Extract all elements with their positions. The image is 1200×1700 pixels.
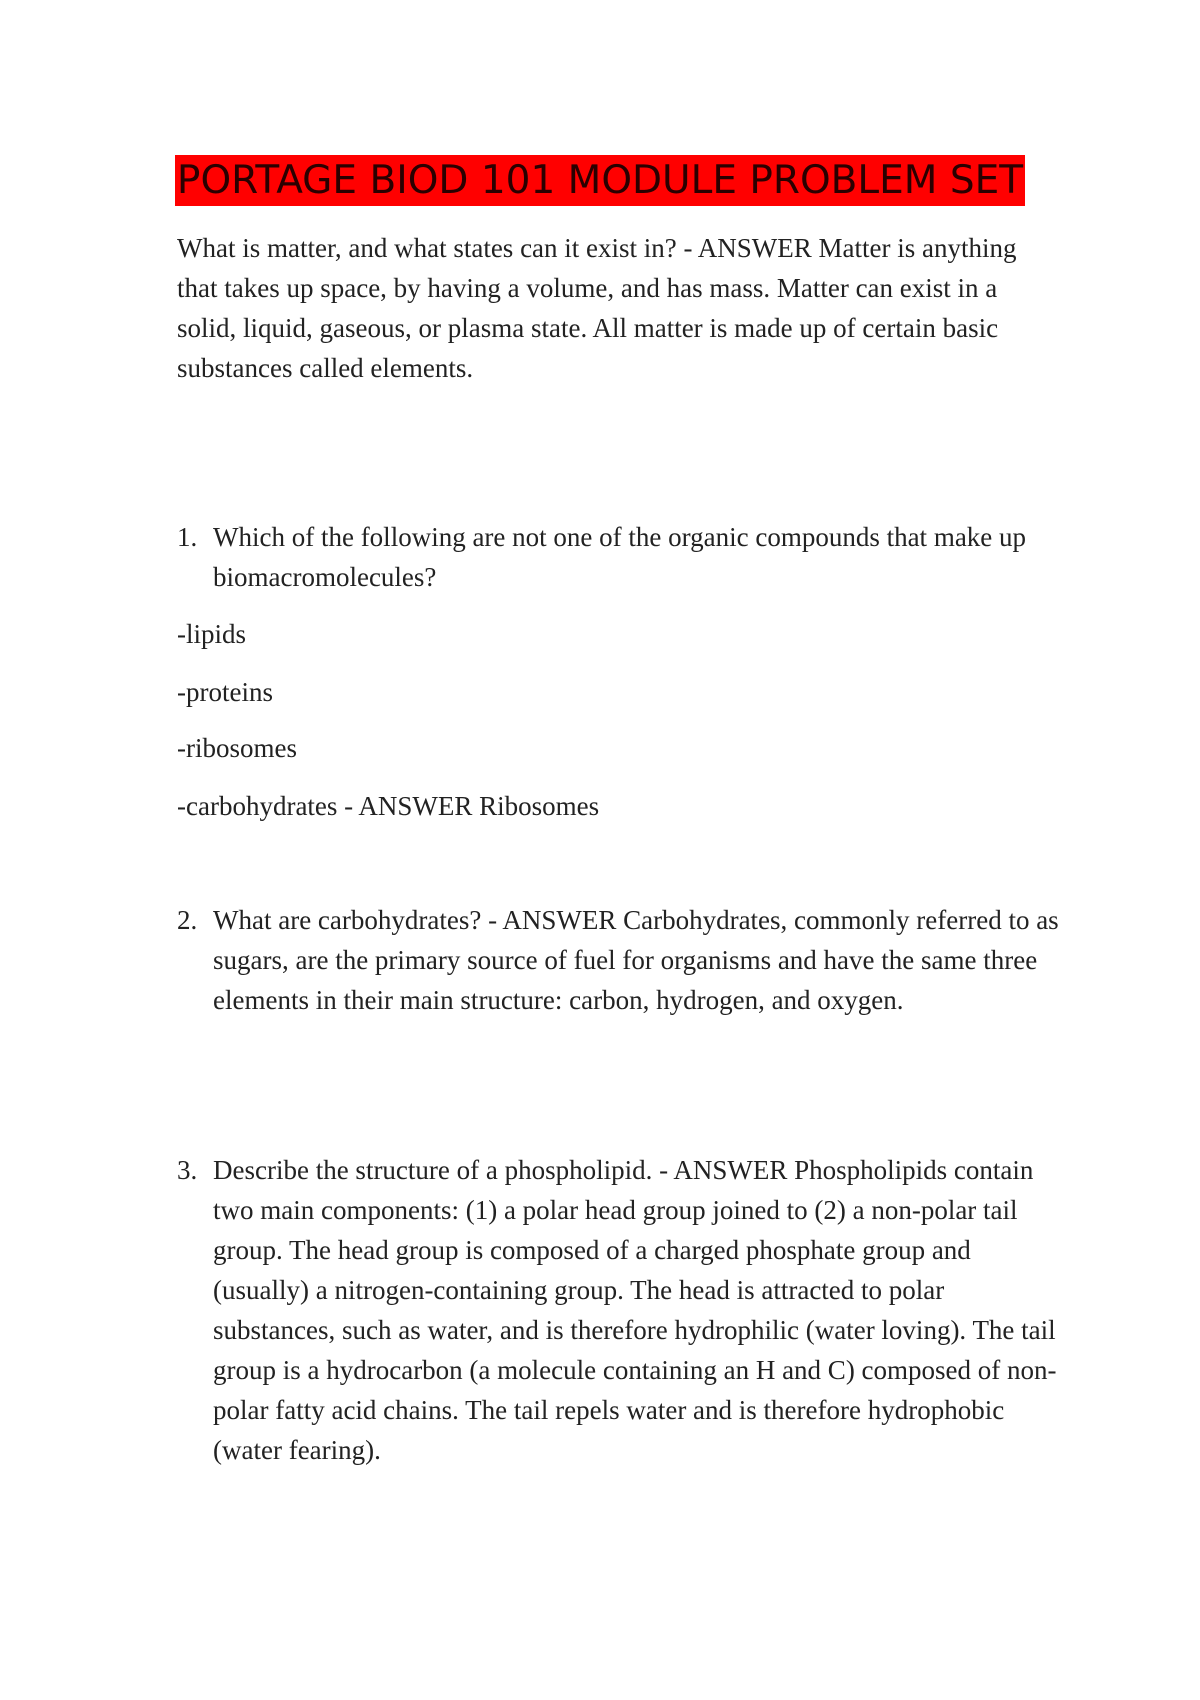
option-proteins: -proteins bbox=[177, 677, 273, 707]
intro-paragraph: What is matter, and what states can it exist in? - ANSWER Matter is anything that takes up space, by having a volume, and has mass. Matter can exist in a solid, liquid, gaseous, or plasma state. All matter is made up of certain basic substances called elements. bbox=[177, 233, 1017, 383]
question-3-number: 3. bbox=[177, 1155, 198, 1185]
question-3-text: Describe the structure of a phospholipid. - ANSWER Phospholipids contain two main components: (1) a polar head group joined to (2) a non-polar tail group. The head group is composed of a charged phosphate group and (usually) a nitrogen-containing group. The head is attracted to polar substances, such as water, and is therefore hydrophilic (water loving). The tail group is a hydrocarbon (a molecule containing an H and C) composed of non-polar fatty acid chains. The tail repels water and is therefore hydrophobic (water fearing). bbox=[213, 1155, 1057, 1465]
question-1-number: 1. bbox=[177, 522, 198, 552]
option-ribosomes: -ribosomes bbox=[177, 733, 297, 763]
question-1 bbox=[177, 517, 1062, 597]
question-3 bbox=[177, 1150, 1062, 1470]
question-2-text: What are carbohydrates? - ANSWER Carbohydrates, commonly referred to as sugars, are the primary source of fuel for organisms and have the same three elements in their main structure: carbon, hydrogen, and oxygen. bbox=[213, 905, 1059, 1015]
question-2-number: 2. bbox=[177, 905, 198, 935]
option-lipids: -lipids bbox=[177, 619, 247, 649]
option-carbohydrates-answer: -carbohydrates - ANSWER Ribosomes bbox=[177, 791, 600, 821]
title-container bbox=[0, 155, 1200, 206]
question-1-text: Which of the following are not one of the organic compounds that make up biomacromolecules? bbox=[213, 522, 1027, 592]
question-2 bbox=[177, 900, 1062, 1020]
document-title: PORTAGE BIOD 101 MODULE PROBLEM SET bbox=[175, 155, 1025, 206]
